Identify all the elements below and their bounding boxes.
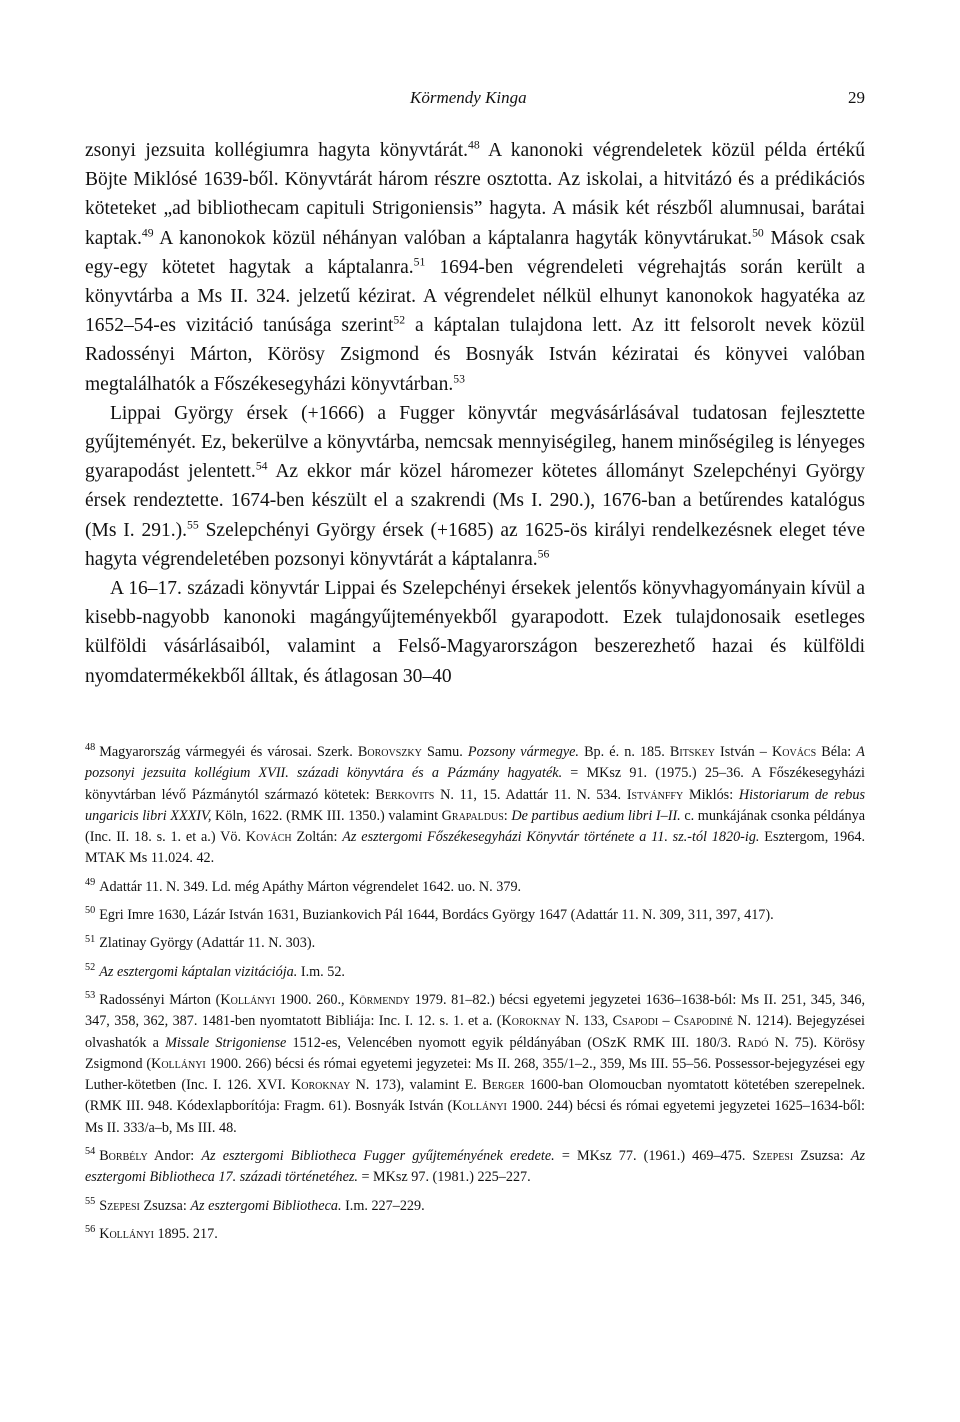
- paragraph-3: [85, 574, 865, 691]
- text-run: N. 133,: [560, 1013, 613, 1030]
- text-run: :: [503, 807, 512, 824]
- text-run: Samu.: [421, 744, 468, 760]
- text-run: N. 11, 15. Adattár 11. N. 534.: [434, 786, 627, 803]
- footnote-51: [85, 933, 865, 954]
- author-name: Borbély: [99, 1148, 148, 1165]
- text-run: Lippai György érsek (+1666) a Fugger könyvtár megvásárlásával tudatosan fejlesztette gyűjteményét. Ez, bekerülve a könyvtárba, nemcsak mennyiségileg, hanem minőségileg is lényeges gyarapodást jelentett.: [85, 402, 865, 483]
- text-run: Zlatinay György (Adattár 11. N. 303).: [99, 935, 316, 952]
- italic-title: Az esztergomi Főszékesegyházi Könyvtár története a 11. sz.-tól 1820-ig.: [342, 829, 760, 846]
- footnote-number: 52: [85, 961, 96, 973]
- running-header: [85, 88, 865, 114]
- text-run: 1900. 260.,: [275, 991, 350, 1008]
- author-name: Bitskey: [669, 744, 715, 760]
- footnote-ref: 50: [752, 226, 764, 240]
- footnote-ref: 56: [537, 547, 550, 561]
- footnote-number: 54: [85, 1146, 96, 1158]
- text-run: 1979. 81–82.) bécsi egyetemi jegyzetei 1636–1638-ból: Ms II. 251, 345, 346, 347, 358, 362, 387. 1481-ben nyomtatott Bibliája: Inc. I. 12. s. 1. et a. (: [85, 991, 865, 1030]
- italic-title: Pozsony vármegye.: [467, 744, 579, 760]
- author-name: Kollányi: [99, 1225, 154, 1242]
- italic-title: Az esztergomi Bibliotheca.: [190, 1197, 342, 1214]
- italic-title: A pozsonyi jezsuita kollégium XVII. századi könyvtára és a Pázmány hagyaték.: [85, 744, 865, 782]
- text-run: Esztergom, 1964. MTAK Ms 11.024. 42.: [85, 829, 866, 867]
- text-run: = MKsz 97. (1981.) 225–227.: [357, 1169, 531, 1186]
- author-name: Radó: [737, 1034, 769, 1051]
- text-run: N. 75). Körösy Zsigmond (: [85, 1034, 865, 1072]
- author-name: Szepesi: [752, 1148, 794, 1165]
- author-name: Berger: [482, 1077, 525, 1094]
- text-run: Bp. é. n. 185.: [578, 744, 670, 760]
- footnote-number: 55: [85, 1195, 96, 1207]
- author-name: Kovács: [772, 744, 817, 760]
- author-name: Csapodi – Csapodiné: [612, 1013, 733, 1030]
- text-run: Béla:: [816, 744, 857, 760]
- footnote-54: [85, 1146, 865, 1189]
- author-name: Grapaldus: [441, 807, 504, 824]
- text-run: Szelepchényi György érsek (+1685) az 1625-ös királyi rendelkezésnek eleget téve hagyta végrendeletében pozsonyi könyvtárát a káptalanra.: [85, 519, 865, 570]
- author-name: Koroknay: [290, 1077, 351, 1094]
- paragraph-1: [85, 136, 865, 399]
- author-name: Koroknay: [501, 1013, 561, 1030]
- footnotes: [85, 742, 865, 1252]
- text-run: 1600-ban Olomoucban nyomtatott kötetében szerepelnek. (RMK III. 948. Kódexlapborítója: Fragm. 61). Bosnyák István (: [85, 1077, 866, 1115]
- footnote-number: 56: [85, 1224, 96, 1236]
- text-run: A kanonoki végrendeletek közül példa értékű Böjte Miklósé 1639-ből. Könyvtárát három részre osztotta. Az iskolai, a hitvitázó és a prédikációs köteteket „ad bibliothecam capituli Strigoniensis” hagyta. A másik két részből alumnusai, barátai kaptak.: [85, 140, 865, 249]
- footnote-ref: 55: [187, 518, 199, 532]
- italic-title: De partibus aedium libri I–II.: [511, 807, 681, 824]
- footnote-ref: 54: [255, 459, 268, 473]
- footnote-56: [85, 1224, 865, 1245]
- text-run: N. 1214). Bejegyzései olvashatók a: [85, 1013, 865, 1051]
- text-run: = MKsz 91. (1975.) 25–36. A Főszékesegyházi könyvtárban lévő Pázmánytól származó kötetek:: [85, 765, 866, 803]
- footnote-55: [85, 1196, 865, 1217]
- footnote-number: 53: [85, 990, 96, 1002]
- italic-title: Az esztergomi Bibliotheca Fugger gyűjteményének eredete.: [201, 1148, 555, 1165]
- text-run: = MKsz 77. (1961.) 469–475.: [554, 1148, 753, 1165]
- author-name: Istvánffy: [626, 786, 684, 803]
- italic-title: Az esztergomi káptalan vizitációja.: [99, 963, 298, 980]
- text-run: Zoltán:: [291, 829, 343, 846]
- text-run: A kanonokok közül néhányan valóban a káptalanra hagyták könyvtárukat.: [153, 227, 753, 249]
- italic-title: Az esztergomi Bibliotheca 17. századi történetéhez.: [85, 1148, 865, 1186]
- text-run: Magyarország vármegyéi és városai. Szerk.: [99, 744, 358, 760]
- text-run: Zsuzsa:: [139, 1197, 191, 1214]
- footnote-ref: 53: [453, 372, 465, 386]
- footnote-number: 48: [85, 742, 96, 754]
- text-run: N. 173), valamint E.: [350, 1077, 483, 1094]
- author-name: Kollányi: [452, 1098, 507, 1115]
- footnote-number: 51: [85, 933, 96, 945]
- paragraph-2: [85, 399, 865, 574]
- author-name: Kovách: [245, 829, 292, 846]
- text-run: 1895. 217.: [153, 1225, 218, 1242]
- text-run: 1512-es, Velencében nyomott egyik példányában (OSzK RMK III. 180/3.: [286, 1034, 738, 1051]
- footnote-ref: 48: [468, 138, 480, 152]
- text-run: Köln, 1622. (RMK III. 1350.) valamint: [211, 807, 442, 824]
- text-run: 1694-ben végrendeleti végrehajtás során került a könyvtárba a Ms II. 324. jelzetű kézirat. A végrendelet nélkül elhunyt kanonokok hagyatéka az 1652–54-es vizitáció tanúsága szerint: [85, 256, 866, 337]
- text-run: Az ekkor már közel háromezer kötetes állományt Szelepchényi György érsek rendeztette. 1674-ben készült el a szakrendi (Ms I. 290.), 1676-ban a betűrendes katalógus (Ms I. 291.).: [85, 461, 865, 541]
- text-run: István –: [714, 744, 772, 760]
- text-run: I.m. 227–229.: [341, 1197, 425, 1214]
- footnote-50: [85, 905, 865, 926]
- italic-title: Historiarum de rebus ungaricis libri XXXIV,: [85, 786, 865, 824]
- footnote-48: [85, 742, 865, 870]
- author-name: Körmendy: [349, 991, 410, 1008]
- text-run: Miklós:: [683, 786, 739, 803]
- text-run: a káptalan tulajdona lett. Az itt felsorolt nevek közül Radossényi Márton, Körösy Zsigmond és Bosnyák István kéziratai és könyvei valóban megtalálhatók a Főszékesegyházi könyvtárban.: [85, 315, 865, 395]
- italic-title: Missale Strigoniense: [165, 1034, 287, 1051]
- footnote-ref: 51: [413, 255, 426, 269]
- author-name: Borovszky: [357, 744, 422, 760]
- text-run: I.m. 52.: [297, 963, 345, 980]
- author-name: Kollányi: [220, 991, 276, 1008]
- footnote-ref: 49: [141, 226, 154, 240]
- footnote-53: [85, 990, 865, 1139]
- author-name: Berkovits: [375, 786, 435, 803]
- text-run: zsonyi jezsuita kollégiumra hagyta könyvtárát.: [85, 140, 469, 161]
- text-run: A 16–17. századi könyvtár Lippai és Szelepchényi érsekek jelentős könyvhagyományain kívül a kisebb-nagyobb kanonoki magángyűjteményekből gyarapodott. Ezek tulajdonosaik esetleges külföldi vásárlásaiból, valamint a Felső-Magyarországon beszerezhető hazai és külföldi nyomdatermékekből álltak, és átlagosan 30–40: [85, 578, 865, 687]
- author-name: Szepesi: [99, 1197, 140, 1214]
- author-name: Kollányi: [151, 1055, 206, 1072]
- main-text: [85, 136, 865, 691]
- text-run: 1900. 266) bécsi és római egyetemi jegyzetei: Ms II. 268, 355/1–2., 359, Ms III. 55–56. Possessor-bejegyzései egy Luther-kötetben (Inc. I. 126. XVI.: [85, 1055, 866, 1094]
- text-run: Egri Imre 1630, Lázár István 1631, Buziankovich Pál 1644, Bordács György 1647 (Adattár 11. N. 309, 311, 397, 417).: [99, 907, 774, 924]
- text-run: Adattár 11. N. 349. Ld. még Apáthy Márton végrendelet 1642. uo. N. 379.: [99, 878, 522, 895]
- footnote-52: [85, 962, 865, 983]
- text-run: 1900. 244) bécsi és római egyetemi jegyzetei 1625–1634-ből: Ms II. 333/a–b, Ms III. 48.: [85, 1098, 865, 1136]
- footnote-number: 50: [85, 905, 96, 917]
- text-run: c. munkájának csonka példánya (Inc. II. 18. s. 1. et a.) Vö.: [85, 807, 865, 846]
- text-run: Radossényi Márton (: [99, 991, 221, 1008]
- text-run: Zsuzsa:: [793, 1148, 851, 1165]
- footnote-49: [85, 877, 865, 898]
- footnote-ref: 52: [393, 313, 406, 327]
- page-number: 29: [848, 88, 865, 107]
- text-run: Andor:: [147, 1148, 202, 1165]
- text-run: Mások csak egy-egy kötetet hagytak a káptalanra.: [85, 227, 865, 278]
- footnote-number: 49: [85, 877, 96, 889]
- running-head-author: Körmendy Kinga: [410, 88, 527, 107]
